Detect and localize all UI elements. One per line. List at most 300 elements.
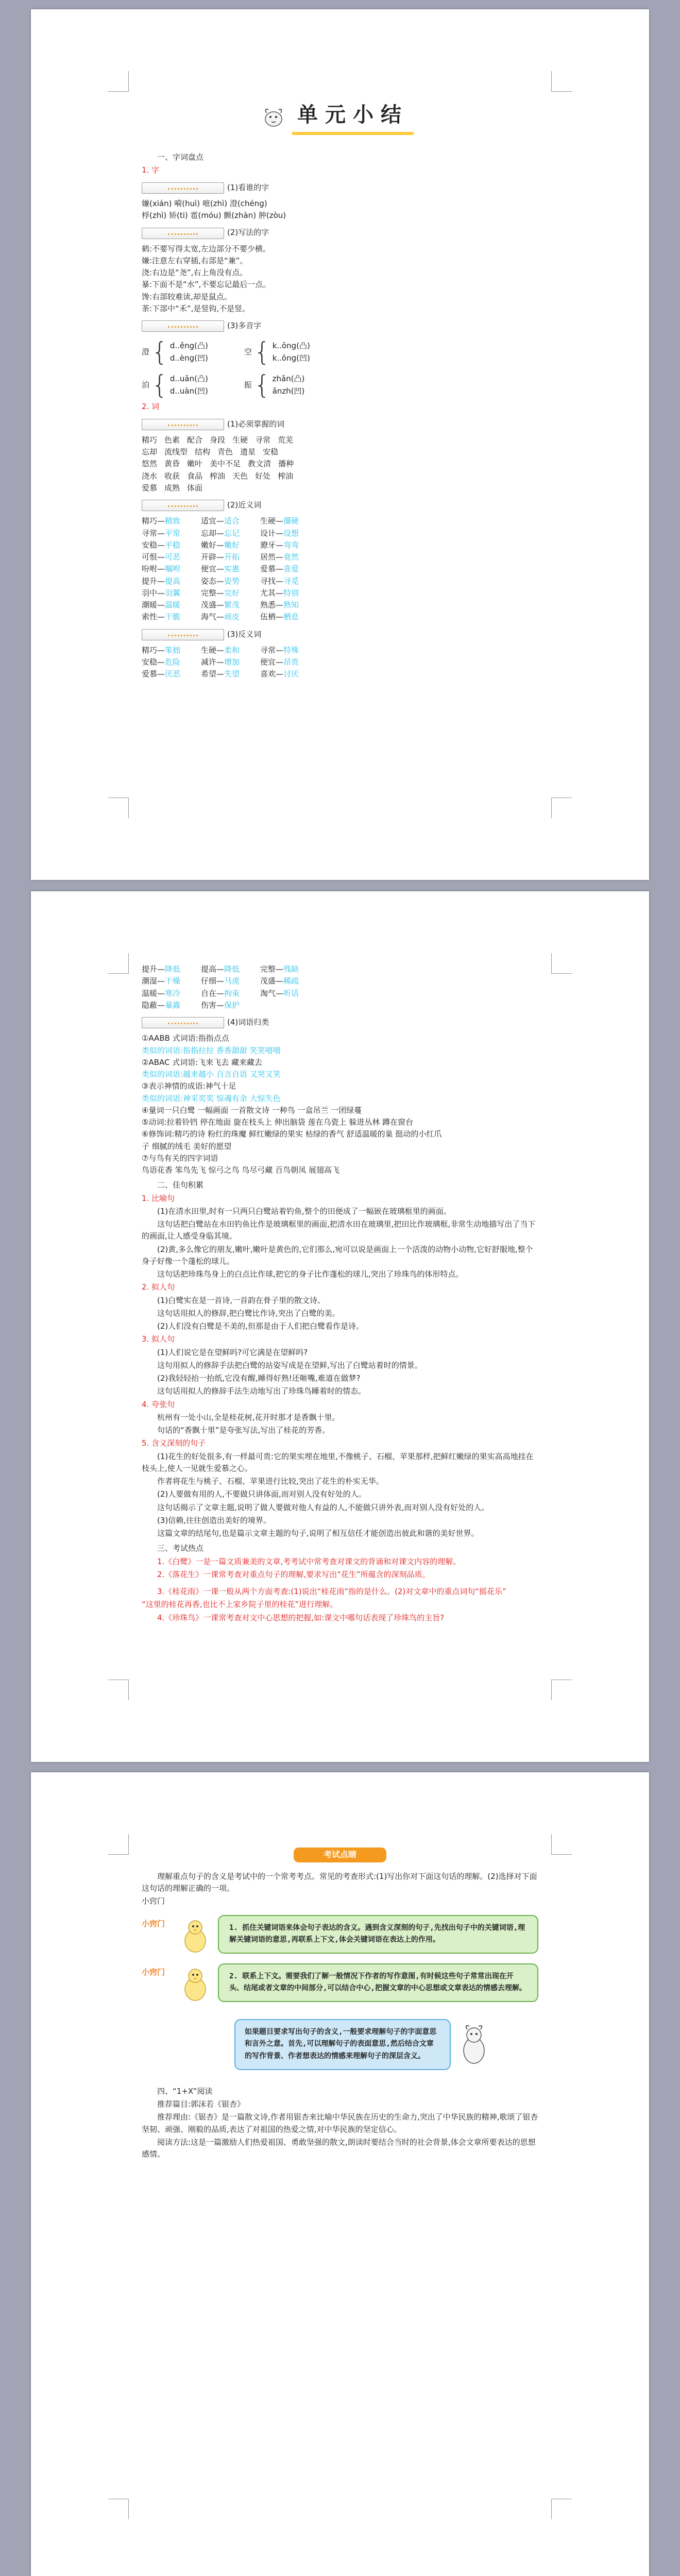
pair-word: 温暖 — [142, 988, 158, 998]
pair-answer: 保护 — [224, 1000, 240, 1010]
sentence-para: (3)信赖,往往创造出美好的境界。 — [157, 1515, 271, 1525]
pair-arrow: — — [276, 516, 284, 526]
sentence-para: (2)人们没有白鹭是不美的,但那是由于人们把白鹭看作是诗。 — [157, 1321, 364, 1331]
pair-arrow: — — [157, 669, 165, 679]
sentence-para: (1)在清水田里,时有一只两只白鹭站着钓鱼,整个的田便成了一幅嵌在玻璃框里的画面。 — [157, 1206, 451, 1216]
pair-arrow: — — [157, 516, 165, 526]
goat-mascot-icon — [456, 2022, 492, 2069]
char-line: 桴(zhì) 矫(ti) 雹(móu) 颤(zhàn) 肿(zòu) — [142, 211, 286, 220]
pair-arrow: — — [157, 552, 165, 562]
sentence-para: 句话的“香飘十里”是夸张写法,写出了桂花的芳香。 — [157, 1426, 330, 1435]
label-row — [142, 499, 538, 511]
synonym-table — [142, 515, 538, 623]
sentence-para: 杭州有一处小山,全是桂花树,花开时那才是香飘十里。 — [157, 1412, 340, 1422]
pair-word: 索性 — [142, 612, 158, 622]
pair-word: 安稳 — [142, 657, 158, 667]
sentence-para: 这句话把白鹭站在水田钓鱼比作是玻璃框里的画面,把清水田在玻璃里,把田比作玻璃框,非常生动地描写出了当下的画面,让人感受身临其境。 — [142, 1219, 536, 1241]
crop-mark — [551, 1680, 572, 1700]
pair-arrow: — — [276, 669, 284, 679]
pair-answer: 厌恶 — [165, 669, 181, 679]
pair-arrow: — — [157, 588, 165, 598]
pair-word: 设计 — [260, 528, 276, 538]
word-cell: 身段 — [210, 435, 226, 445]
word-pair — [201, 975, 260, 987]
pair-word: 爱慕 — [260, 564, 276, 574]
pair-arrow: — — [276, 645, 284, 655]
word-row — [142, 434, 538, 446]
category-line: ⑤动词:拉着铃铛 停在地面 旋在枝头上 伸出脑袋 莲在乌瓷上 躲进丛林 蹲在窗台 — [142, 1117, 414, 1127]
word-cell: 流线型 — [164, 447, 188, 456]
word-pair — [201, 963, 260, 975]
sentence-para: (1)花生的好处很多,有一样最可贵:它的果实埋在地里,不像桃子、石榴、苹果那样,把鲜红嫩绿的果实高高地挂在枝头上,使人一见就生爱慕之心。 — [142, 1451, 534, 1473]
pair-row — [142, 539, 538, 551]
pair-answer: 特别 — [283, 588, 299, 598]
section-heading: 二、佳句积累 — [157, 1180, 204, 1190]
word-pair — [142, 975, 201, 987]
word-pair — [260, 963, 319, 975]
category-line: ②ABAC 式词语:飞来飞去 藏来藏去 — [142, 1057, 263, 1067]
category-line: ①AABB 式词语:指指点点 — [142, 1033, 229, 1043]
pair-arrow: — — [276, 588, 284, 598]
intro-para: 理解重点句子的含义是考试中的一个常考考点。常见的考查形式:(1)写出你对下面这句话的理解。(2)选择对下面这句话的理解正确的一项。 — [142, 1871, 537, 1893]
category-line: 子 细腻的绒毛 美好的愿望 — [142, 1141, 232, 1151]
pair-arrow: — — [276, 540, 284, 550]
label-row — [142, 1016, 538, 1028]
word-cell: 黄昏 — [164, 459, 180, 469]
antonym-table-continued — [142, 963, 538, 1011]
word-row — [142, 446, 538, 458]
pair-arrow: — — [216, 645, 225, 655]
pair-row — [142, 587, 538, 599]
section-heading: 三、考试热点 — [157, 1544, 204, 1553]
category-examples: 类似的词语:指指拉拉 香香甜甜 笑笑嘻嘻 — [142, 1045, 281, 1055]
pair-word: 忘却 — [201, 528, 217, 538]
word-pair — [260, 551, 319, 563]
pair-answer: 讨厌 — [283, 669, 299, 679]
pair-word: 嫩好 — [201, 540, 217, 550]
pair-word: 适宜 — [201, 516, 217, 526]
pair-answer: 嘱咐 — [165, 564, 181, 574]
pair-arrow: — — [216, 552, 225, 562]
subsection-heading: 2. 拟人句 — [142, 1282, 175, 1292]
sentence-para: (2)黄,多么像它的朋友,嫩叶,嫩叶是黄色的,它们那么,宛可以说是画面上一个活泼的动物小动物,它好舒服地,整个身子好像一个蓬松的球儿。 — [142, 1244, 533, 1266]
pair-answer: 失望 — [224, 669, 240, 679]
pair-answer: 昂贵 — [283, 657, 299, 667]
label-text: (1)看谁的字 — [227, 182, 269, 192]
exam-point: 4.《珍珠鸟》一课常考查对文中心思想的把握,如:课文中哪句话表现了珍珠鸟的主旨? — [157, 1613, 445, 1622]
crop-mark — [551, 1834, 572, 1855]
word-pair — [260, 599, 319, 611]
exam-point: “这里的桂花再香,也比不上家乡院子里的桂花”进行理解。 — [142, 1600, 338, 1609]
pair-answer: 精致 — [165, 516, 181, 526]
note-line: 嫌:注意左右穿插,右部是“兼”。 — [142, 256, 248, 265]
label-bar — [142, 419, 224, 430]
pair-arrow: — — [216, 576, 225, 586]
pair-word: 潮暖 — [142, 600, 158, 609]
word-pair — [260, 988, 319, 999]
word-pair — [142, 575, 201, 587]
pair-word: 生硬 — [201, 645, 217, 655]
pair-word: 羽中 — [142, 588, 158, 598]
label-bar — [142, 228, 224, 239]
sentence-para: 这句话揭示了文章主题,说明了做人要做对他人有益的人,不能做只讲外表,而对别人没有好处的人。 — [157, 1502, 489, 1512]
word-pair — [201, 575, 260, 587]
pair-arrow: — — [276, 964, 284, 974]
crop-mark — [551, 953, 572, 974]
word-cell: 生硬 — [232, 435, 248, 445]
note-line: 浇:右边是“尧”,右上角没有点。 — [142, 268, 248, 277]
word-cell: 色素 — [164, 435, 180, 445]
pair-word: 潮湿 — [142, 976, 158, 986]
pair-arrow: — — [216, 964, 225, 974]
word-cell: 悠然 — [142, 459, 158, 469]
crop-mark — [551, 798, 572, 818]
pair-answer: 适合 — [224, 516, 240, 526]
polyphone-item: 澄 { d..ěng(凸) d..èng(凹) — [142, 337, 208, 367]
title-block — [142, 97, 538, 137]
pair-row — [142, 515, 538, 527]
category-examples: 类似的词语:越来越小 自言自语 又哭又笑 — [142, 1070, 281, 1079]
pair-answer: 弯弯 — [283, 540, 299, 550]
pair-answer: 设想 — [283, 528, 299, 538]
word-cell: 播种 — [278, 459, 294, 469]
label-text: (1)必须掌握的词 — [227, 419, 285, 429]
pair-word: 精巧 — [142, 645, 158, 655]
pair-arrow: — — [276, 528, 284, 538]
word-row — [142, 470, 538, 482]
crop-mark — [108, 1834, 129, 1855]
polyphone-row — [142, 339, 538, 365]
pair-answer: 柔和 — [224, 645, 240, 655]
pair-answer: 羽翼 — [165, 588, 181, 598]
page-3-content — [142, 1844, 538, 2161]
goat-mascot-icon — [260, 104, 287, 130]
pair-answer: 僵硬 — [283, 516, 299, 526]
pair-answer: 姿势 — [224, 576, 240, 586]
word-pair — [142, 611, 201, 623]
category-line: ⑦与鸟有关的四字词语 — [142, 1153, 218, 1163]
word-pair — [201, 563, 260, 575]
label-bar — [142, 629, 224, 640]
word-cell: 天色 — [232, 471, 248, 481]
pair-answer: 暴露 — [165, 1000, 181, 1010]
pair-arrow: — — [276, 576, 284, 586]
word-cell: 食品 — [187, 471, 203, 481]
crop-mark — [551, 2499, 572, 2519]
pair-word: 姿态 — [201, 576, 217, 586]
pair-word: 可恨 — [142, 552, 158, 562]
word-cell: 榨油 — [278, 471, 294, 481]
pair-answer: 熟知 — [283, 600, 299, 609]
word-cell: 教文清 — [248, 459, 271, 469]
subsection-heading: 5. 含义深刻的句子 — [142, 1438, 206, 1448]
word-pair — [260, 645, 319, 656]
chick-mascot-icon — [180, 1915, 211, 1956]
word-pair — [260, 539, 319, 551]
word-pair — [201, 668, 260, 680]
pair-word: 便宜 — [260, 657, 276, 667]
pair-arrow: — — [157, 976, 165, 986]
pair-arrow: — — [276, 657, 284, 667]
subsection-heading: 1. 比喻句 — [142, 1193, 175, 1203]
label-row — [142, 320, 538, 332]
tip-label: 小窍门 — [142, 1896, 165, 1906]
pair-word: 寻常 — [260, 645, 276, 655]
pair-word: 熟悉 — [260, 600, 276, 609]
pair-word: 减许 — [201, 657, 217, 667]
word-pair — [260, 668, 319, 680]
word-cell: 遗星 — [240, 447, 256, 456]
category-examples: 鸟语花香 笨鸟先飞 惊弓之鸟 鸟尽弓藏 百鸟朝凤 展翅高飞 — [142, 1165, 339, 1175]
pair-row — [142, 999, 538, 1011]
pair-word: 茂盛 — [260, 976, 276, 986]
note-line: 暴:下面不是“水”,不要忘记最后一点。 — [142, 280, 271, 290]
pair-word: 尤其 — [260, 588, 276, 598]
polyphone-item: 空 { k..ōng(凸) k..ōng(凹) — [244, 337, 310, 367]
sentence-para: (1)白鹭实在是一首诗,一首韵在骨子里的散文诗。 — [157, 1295, 326, 1305]
word-row — [142, 482, 538, 494]
word-row — [142, 458, 538, 470]
pair-answer: 干脆 — [165, 612, 181, 622]
word-pair — [201, 988, 260, 999]
word-pair — [142, 563, 201, 575]
pair-word: 伤害 — [201, 1000, 217, 1010]
word-cell: 青色 — [217, 447, 233, 456]
pair-answer: 增加 — [224, 657, 240, 667]
pair-answer: 拘束 — [224, 988, 240, 998]
crop-mark — [108, 953, 129, 974]
pair-answer: 平稳 — [165, 540, 181, 550]
pair-arrow: — — [216, 669, 225, 679]
pair-word: 完整 — [201, 588, 217, 598]
word-cell: 榨油 — [210, 471, 226, 481]
label-text: (4)词语归类 — [227, 1018, 269, 1027]
exam-point: 3.《桂花雨》一课一般从两个方面考查:(1)说出“桂花雨”指的是什么。(2)对文章中的重点词句“摇花乐” — [157, 1587, 506, 1596]
exam-point: 2.《落花生》一课常考查对重点句子的理解,要求写出“花生”所蕴含的深刻品质。 — [157, 1569, 430, 1579]
word-pair — [260, 528, 319, 539]
pair-arrow: — — [157, 1000, 165, 1010]
label-bar — [142, 1017, 224, 1028]
crop-mark — [108, 798, 129, 818]
pair-arrow: — — [157, 657, 165, 667]
pair-arrow: — — [216, 657, 225, 667]
word-pair — [142, 528, 201, 539]
word-cell: 精巧 — [142, 435, 158, 445]
pair-arrow: — — [157, 988, 165, 998]
pair-word: 提升 — [142, 964, 158, 974]
pair-answer: 马虎 — [224, 976, 240, 986]
sentence-para: 这句话用拟人的修辞,把白鹭比作诗,突出了白鹭的美。 — [157, 1308, 340, 1318]
pair-answer: 繁茂 — [224, 600, 240, 609]
pair-answer: 忘记 — [224, 528, 240, 538]
note-line: 馋:右部较难读,却是鼠点。 — [142, 292, 232, 301]
pair-arrow: — — [157, 576, 165, 586]
document-page-3 — [31, 1772, 649, 2576]
pair-answer: 寻觅 — [283, 576, 299, 586]
pair-row — [142, 528, 538, 539]
label-text: (3)多音字 — [227, 321, 262, 330]
pair-word: 隐蔽 — [142, 1000, 158, 1010]
word-cell: 收获 — [164, 471, 180, 481]
pair-arrow: — — [157, 964, 165, 974]
pair-word: 淘气 — [260, 988, 276, 998]
pair-word: 提升 — [142, 576, 158, 586]
recommend-reason: 推荐理由:《银杏》是一篇散文诗,作者用银杏来比喻中华民族在历史的生命力,突出了中华民族的精神,歌颂了银杏坚韧、顽强、刚毅的品质,表达了对祖国的热爱之情,对中华民族的坚定信心。 — [142, 2112, 538, 2134]
category-line: ③表示神情的成语:神气十足 — [142, 1081, 236, 1091]
pair-row — [142, 551, 538, 563]
word-cell: 嫩叶 — [187, 459, 203, 469]
pair-answer: 喜爱 — [283, 564, 299, 574]
word-pair — [142, 515, 201, 527]
pair-word: 寻找 — [260, 576, 276, 586]
word-pair — [260, 975, 319, 987]
pair-arrow: — — [216, 528, 225, 538]
crop-mark — [108, 2499, 129, 2519]
pair-answer: 提高 — [165, 576, 181, 586]
word-cell: 结构 — [195, 447, 211, 456]
document-page-2 — [31, 891, 649, 1762]
tip-label: 小窍门 — [142, 1919, 165, 1928]
label-text: (3)反义词 — [227, 629, 262, 639]
pair-word: 提高 — [201, 964, 217, 974]
pair-arrow: — — [157, 612, 165, 622]
pair-row — [142, 563, 538, 575]
pair-answer: 危险 — [165, 657, 181, 667]
pair-answer: 残缺 — [283, 964, 299, 974]
exam-point: 1.《白鹭》一是一篇文质兼美的文章,考考试中常考查对课文的背诵和对课文内容的理解。 — [157, 1556, 461, 1566]
pair-word: 伍栖 — [260, 612, 276, 622]
sentence-para: 这句用拟人的修辞手法把白鹭的站姿写成是在望鲜,写出了白鹭站着时的情景。 — [157, 1360, 422, 1370]
crop-mark — [108, 1680, 129, 1700]
pair-answer: 实惠 — [224, 564, 240, 574]
word-pair — [201, 656, 260, 668]
word-pair — [142, 539, 201, 551]
tip-box — [142, 1915, 538, 1956]
polyphone-row — [142, 372, 538, 398]
tip-card: 2. 联系上下文。需要我们了解一般情况下作者的写作意图,有时候这些句子常常出现在开头、结尾或者文章的中间部分,可以结合中心,把握文章的中心思想或文章表达的情感去理解。 — [218, 1963, 538, 2003]
pair-arrow: — — [216, 564, 225, 574]
pair-arrow: — — [276, 600, 284, 609]
pair-answer: 嫩好 — [224, 540, 240, 550]
subsection-heading: 3. 拟人句 — [142, 1334, 175, 1344]
label-text: (2)写法的字 — [227, 228, 269, 238]
polyphone-item: 泊 { d..uān(凸) d..uàn(凹) — [142, 370, 208, 400]
pair-answer: 栖息 — [283, 612, 299, 622]
page-title: 单元小结 — [292, 99, 414, 135]
word-cell: 忘却 — [142, 447, 158, 456]
word-cell: 成熟 — [164, 483, 180, 493]
pair-arrow: — — [216, 588, 225, 598]
label-bar — [142, 182, 224, 194]
note-line: 茶:下部中“禾”,是竖钩,不是竖。 — [142, 303, 250, 313]
pair-answer: 听话 — [283, 988, 299, 998]
word-pair — [142, 599, 201, 611]
pair-word: 寻常 — [142, 528, 158, 538]
label-text: (2)近义词 — [227, 500, 262, 510]
word-cell: 美中不足 — [210, 459, 241, 469]
pair-arrow: — — [157, 645, 165, 655]
reading-method: 阅读方法:这是一篇激励人们热爱祖国、勇敢坚强的散文,朗读时要结合当时的社会背景,体会文章所要表达的思想感情。 — [142, 2137, 536, 2159]
pair-answer: 稀疏 — [283, 976, 299, 986]
pair-row — [142, 611, 538, 623]
crop-mark — [551, 71, 572, 92]
pair-word: 自在 — [201, 988, 217, 998]
sentence-para: (1)人们说它是在望鲜吗?可它满是在望鲜吗? — [157, 1347, 308, 1357]
pair-word: 便宜 — [201, 564, 217, 574]
page-2-content — [142, 963, 538, 1625]
pair-word: 开辟 — [201, 552, 217, 562]
label-bar — [142, 320, 224, 332]
recommend-title: 推荐篇目:郭沫若《银杏》 — [157, 2099, 245, 2109]
word-pair — [142, 668, 201, 680]
pair-arrow: — — [216, 1000, 225, 1010]
pair-word: 生硬 — [260, 516, 276, 526]
sentence-para: 作者将花生与桃子、石榴、苹果进行比较,突出了花生的朴实无华。 — [157, 1477, 384, 1486]
word-pair — [260, 563, 319, 575]
writing-notes — [142, 243, 538, 315]
pair-arrow: — — [216, 600, 225, 609]
word-pair — [260, 515, 319, 527]
tip-box — [142, 1963, 538, 2005]
word-table — [142, 434, 538, 494]
label-row — [142, 629, 538, 640]
summary-card: 如果题目要求写出句子的含义,一般要求理解句子的字面意思和言外之意。首先,可以理解句子的表面意思,然后结合文章的写作背景、作者想表达的情感来理解句子的深层含义。 — [234, 2019, 451, 2070]
subsection-heading: 1. 字 — [142, 165, 160, 175]
word-pair — [201, 515, 260, 527]
pair-row — [142, 668, 538, 680]
category-line: ⑥修饰词:精巧的诗 粉红的珠魔 鲜红嫩绿的果实 枯绿的香气 舒适温暖的巢 挺动的小红爪 — [142, 1129, 442, 1139]
label-row — [142, 418, 538, 430]
word-pair — [260, 587, 319, 599]
word-pair — [201, 645, 260, 656]
sentence-para: (2)我轻轻抬一抬纸,它没有醒,睡得好熟!还咂嘴,难道在做梦? — [157, 1374, 361, 1383]
pair-word: 獠牙 — [260, 540, 276, 550]
pair-answer: 笨拙 — [165, 645, 181, 655]
subsection-heading: 2. 词 — [142, 402, 160, 412]
pair-answer: 降低 — [165, 964, 181, 974]
pair-arrow: — — [157, 528, 165, 538]
pair-answer: 温暖 — [165, 600, 181, 609]
pair-row — [142, 988, 538, 999]
pair-word: 爱慕 — [142, 669, 158, 679]
pair-answer: 降低 — [224, 964, 240, 974]
tip-label: 小窍门 — [142, 1967, 165, 1977]
pair-arrow: — — [276, 564, 284, 574]
pair-word: 完整 — [260, 964, 276, 974]
sentence-para: (2)人要做有用的人,不要做只讲体面,而对别人没有好处的人。 — [157, 1489, 366, 1499]
pair-answer: 寒冷 — [165, 988, 181, 998]
word-pair — [260, 656, 319, 668]
word-pair — [201, 611, 260, 623]
pair-word: 海气 — [201, 612, 217, 622]
tip-card: 1. 抓住关键词语来体会句子表达的含义。遇到含义深刻的句子,先找出句子中的关键词语,理解关键词语的意思,再联系上下文,体会关键词语在表达上的作用。 — [218, 1915, 538, 1954]
word-cell: 荒芜 — [278, 435, 294, 445]
word-pair — [201, 999, 260, 1011]
pair-word: 仔细 — [201, 976, 217, 986]
pair-arrow: — — [216, 988, 225, 998]
pair-word: 安稳 — [142, 540, 158, 550]
antonym-table — [142, 645, 538, 681]
section-heading: 四、“1+X”阅读 — [157, 2086, 213, 2096]
category-examples: 类似的词语:神采奕奕 惊魂有余 大惊失色 — [142, 1093, 281, 1103]
word-pair — [201, 528, 260, 539]
pair-arrow: — — [216, 612, 225, 622]
pair-arrow: — — [216, 516, 225, 526]
label-row — [142, 182, 538, 194]
word-cell: 体面 — [187, 483, 203, 493]
pair-answer: 特殊 — [283, 645, 299, 655]
document-page-1 — [31, 9, 649, 880]
